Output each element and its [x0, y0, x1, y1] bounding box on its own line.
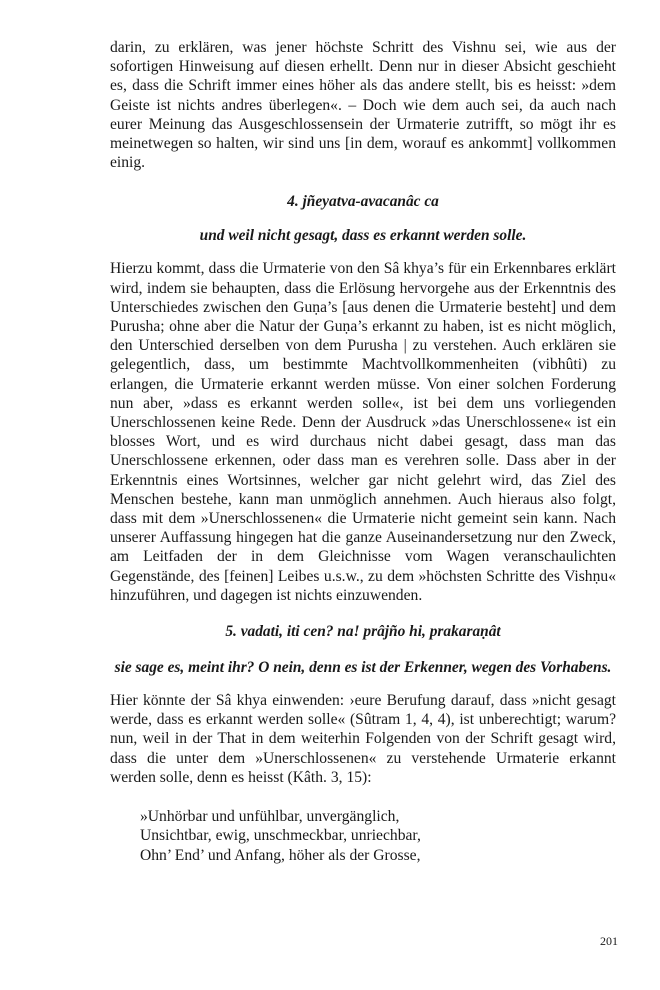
page-body [110, 38, 616, 865]
sutra-4-translation-heading: und weil nicht gesagt, dass es erkannt werden solle. [199, 226, 527, 244]
paragraph-commentary-4: Hierzu kommt, dass die Urmaterie von den Sâ khya’s für ein Erkennbares erklärt wird, indem sie behaupten, dass die Erlösung hervorgehe aus der Erkenntnis des Unterschiedes zwischen den Guṇa’s [aus denen die Urmaterie besteht] und dem Purusha; ohne aber die Natur der Guṇa’s erkannt zu haben, ist es nicht möglich, den Unterschied derselben von dem Purusha | zu verstehen. Auch erklären sie gelegentlich, dass, um bestimmte Machtvollkommenheiten (vibhûti) zu erlangen, die Urmaterie erkannt werden müsse. Von einer solchen Forderung nun aber, »dass es erkannt werden solle«, ist bei dem uns vorliegenden Unerschlossenen keine Rede. Denn der Ausdruck »das Unerschlossene« ist ein blosses Wort, und es wird durchaus nicht dabei gesagt, dass man das Unerschlossene erkennen, oder dass man es verehren solle. Dass aber in der Erkenntnis eines Wortsinnes, welcher gar nicht gelehrt wird, das Ziel des Menschen bestehe, kann man unmöglich annehmen. Auch hieraus also folgt, dass mit dem »Unerschlossenen« die Urmaterie nicht gemeint sein kann. Nach unserer Auffassung hingegen hat die ganze Auseinandersetzung nur den Zweck, am Leitfaden der in dem Gleichnisse vom Wagen veranschaulichten Gegenstände, des [feinen] Leibes u.s.w., zu dem »höchsten Schritte des Vishṇu« hinzuführen, und dagegen ist nichts einzuwenden. [110, 260, 616, 604]
page-number: 201 [600, 934, 618, 948]
sutra-4-sanskrit-heading: 4. jñeyatva-avacanâc ca [287, 193, 439, 211]
verse-quote [140, 807, 616, 865]
sutra-5-sanskrit-heading: 5. vadati, iti cen? na! prâjño hi, prakaraṇât [225, 623, 501, 641]
verse-line: »Unhörbar und unfühlbar, unvergänglich, [140, 808, 400, 826]
paragraph-intro: darin, zu erklären, was jener höchste Schritt des Vishnu sei, wie aus der sofortigen Hinweisung auf diesen erhellt. Denn nur in dieser Absicht geschieht es, dass die Schrift immer eines höher als das andere stellt, bis es heisst: »dem Geiste ist nichts andres überlegen«. – Doch wie dem auch sei, da auch nach eurer Meinung das Ausgeschlossensein der Urmaterie zutrifft, so mögt ihr es meinetwegen so halten, wir sind uns [in dem, worauf es ankommt] vollkommen einig. [110, 39, 616, 172]
paragraph-commentary-5: Hier könnte der Sâ khya einwenden: ›eure Berufung darauf, dass »nicht gesagt werde, dass es erkannt werden solle« (Sûtram 1, 4, 4), ist unberechtigt; warum? nun, weil in der That in dem weiterhin Folgenden von der Schrift gesagt wird, dass die unter dem »Unerschlossenen« zu verstehende Urmaterie erkannt werden solle, denn es heisst (Kâth. 3, 15): [110, 692, 616, 786]
verse-line: Ohn’ End’ und Anfang, höher als der Grosse, [140, 846, 421, 864]
sutra-5-translation-heading: sie sage es, meint ihr? O nein, denn es ist der Erkenner, wegen des Vorhabens. [114, 658, 612, 676]
verse-line: Unsichtbar, ewig, unschmeckbar, unriechbar, [140, 827, 421, 845]
